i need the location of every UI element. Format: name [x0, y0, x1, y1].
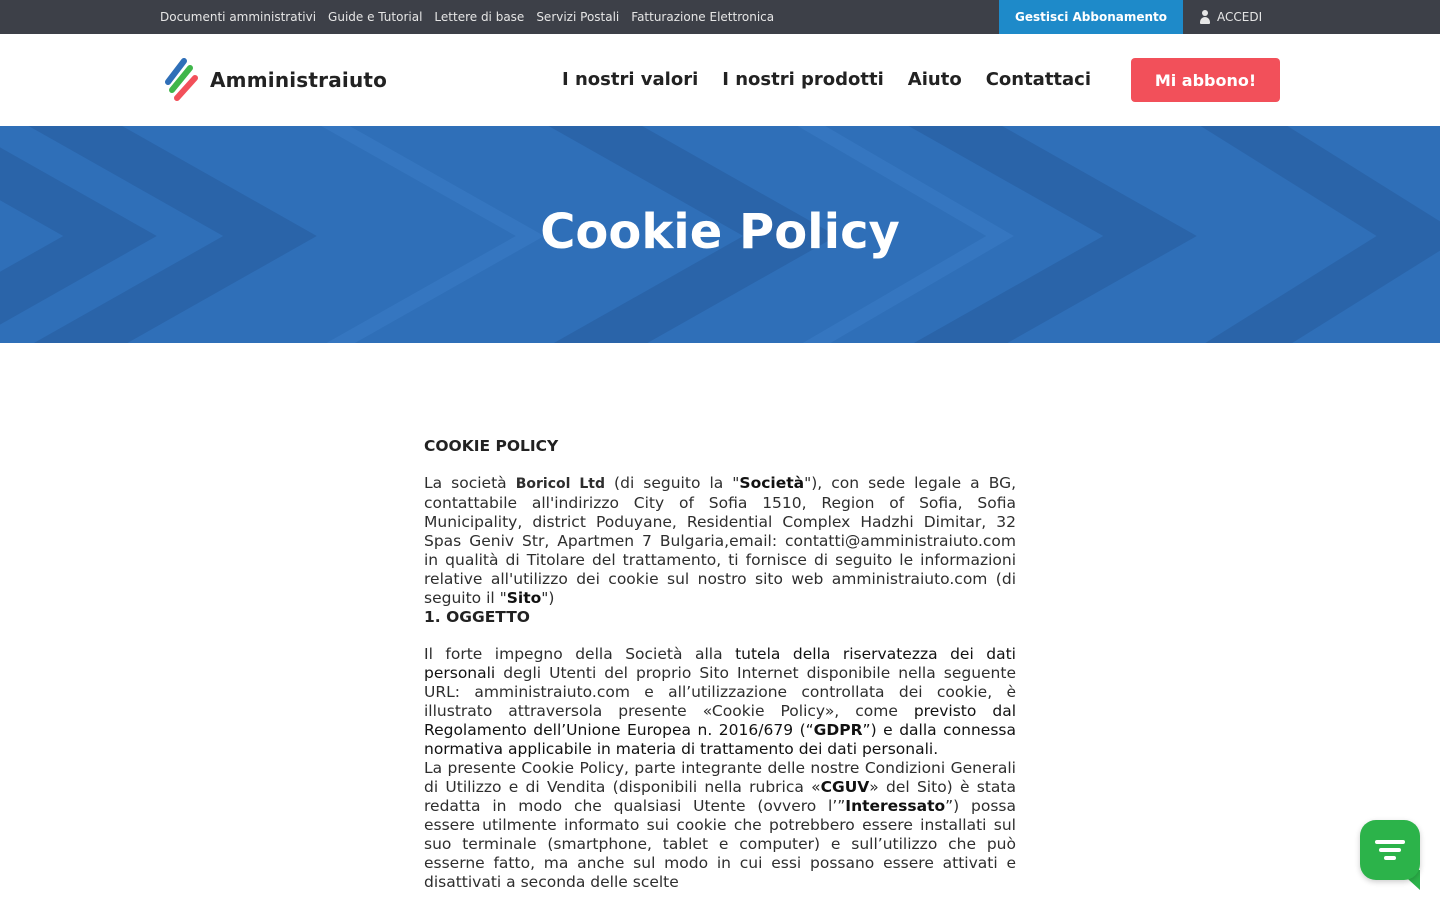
- manage-subscription-button[interactable]: Gestisci Abbonamento: [999, 0, 1183, 34]
- policy-paragraph-cguv: La presente Cookie Policy, parte integrante delle nostre Condizioni Generali di Utilizzo e di Vendita (disponibili nella rubrica «CGUV» del Sito) è stata redatta in modo che qualsiasi Utente (ovvero l’”Interessato”) possa essere utilmente informato sui cookie che potrebbero essere installati sul suo terminale (smartphone, tablet e computer) e sull’utilizzo che può esserne fatto, ma anche sul modo in cui essi possano essere attivati e disattivati a seconda delle scelte: [424, 759, 1016, 891]
- utility-links: [160, 0, 774, 34]
- company-name: Boricol Ltd: [515, 476, 606, 492]
- nav-i-nostri-prodotti[interactable]: I nostri prodotti: [722, 69, 884, 90]
- utility-link-servizi-postali[interactable]: Servizi Postali: [536, 10, 620, 24]
- user-icon: [1199, 10, 1211, 24]
- nav-aiuto[interactable]: Aiuto: [907, 69, 962, 90]
- subscribe-button[interactable]: Mi abbono!: [1131, 58, 1280, 102]
- hero-banner: [0, 126, 1440, 343]
- utility-link-fatturazione[interactable]: Fatturazione Elettronica: [631, 10, 775, 24]
- utility-link-guide[interactable]: Guide e Tutorial: [328, 10, 423, 24]
- top-utility-bar: [0, 0, 1440, 34]
- policy-paragraph-oggetto: Il forte impegno della Società alla tutela della riservatezza dei dati personali degli Utenti del proprio Sito Internet disponibile nella seguente URL: amministraiuto.com e all’utilizzazione controllata dei cookie, è illustrato attraversola presente «Cookie Policy», come previsto dal Regolamento dell’Unione Europea n. 2016/679 (“GDPR”) e dalla connessa normativa applicabile in materia di trattamento dei dati personali.: [424, 645, 1016, 758]
- page-title: Cookie Policy: [540, 204, 900, 260]
- policy-content: [424, 437, 1016, 892]
- utility-link-lettere[interactable]: Lettere di base: [434, 10, 525, 24]
- nav-i-nostri-valori[interactable]: I nostri valori: [562, 69, 699, 90]
- nav-contattaci[interactable]: Contattaci: [985, 69, 1092, 90]
- section-heading-oggetto: 1. OGGETTO: [424, 608, 530, 626]
- policy-heading: COOKIE POLICY: [424, 437, 559, 455]
- chat-icon: [1374, 840, 1406, 860]
- login-label: ACCEDI: [1217, 10, 1263, 24]
- login-link[interactable]: [1199, 0, 1262, 34]
- brand-logo[interactable]: [162, 58, 387, 102]
- main-nav: [562, 69, 1091, 90]
- logo-mark-icon: [162, 58, 200, 102]
- policy-intro-paragraph: La società Boricol Ltd (di seguito la "Società"), con sede legale a BG, contattabile all'indirizzo City of Sofia 1510, Region of Sofia, Sofia Municipality, district Poduyane, Residential Complex Hadzhi Dimitar, 32 Spas Geniv Str, Apartmen 7 Bulgaria,email: contatti@amministraiuto.com in qualità di Titolare del trattamento, ti fornisce di seguito le informazioni relative all'utilizzo dei cookie sul nostro sito web amministraiuto.com (di seguito il "Sito"): [424, 474, 1017, 607]
- brand-name: Amministraiuto: [210, 68, 388, 92]
- utility-link-documenti[interactable]: Documenti amministrativi: [160, 10, 317, 24]
- main-header: [0, 34, 1440, 126]
